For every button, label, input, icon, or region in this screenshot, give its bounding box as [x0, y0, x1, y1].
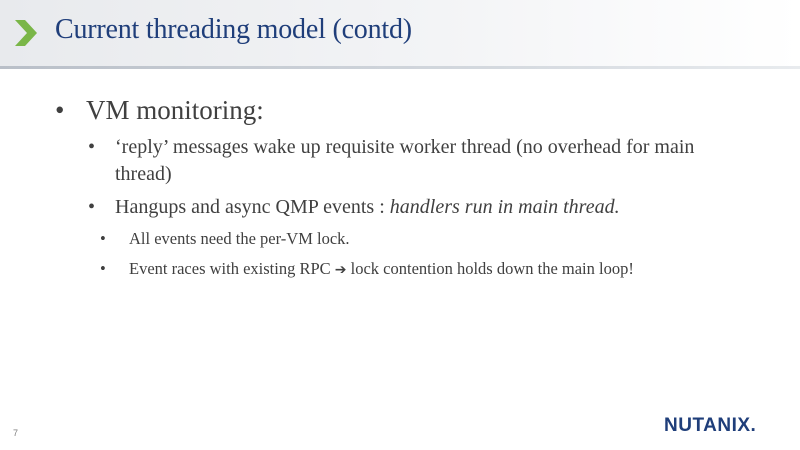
logo-wordmark: NUTANIX. [664, 415, 757, 436]
header-divider [0, 66, 800, 69]
sub-bullet-reply-line2: thread) [115, 163, 172, 185]
sub-bullet-hangups-emphasis: handlers run in main thread. [389, 196, 620, 218]
chevron-right-icon [13, 20, 37, 46]
nutanix-logo [664, 414, 780, 436]
event-races-text-continued: lock contention holds down the main loop! [346, 259, 634, 278]
bullet-dot: • [100, 229, 106, 248]
bullet-item-vm-monitoring: VM monitoring: [86, 95, 264, 125]
bullet-dot: • [88, 136, 96, 158]
slide-header [0, 0, 800, 68]
sub-sub-bullet-events-lock: All events need the per-VM lock. [129, 229, 350, 248]
event-races-text: Event races with existing RPC [129, 259, 335, 278]
sub-sub-bullet-event-races [129, 259, 634, 279]
page-number: 7 [13, 428, 19, 438]
bullet-dot: • [100, 259, 106, 278]
slide-title: Current threading model (contd) [55, 14, 412, 45]
bullet-dot: • [55, 95, 65, 125]
right-arrow-icon: ➔ [334, 262, 347, 278]
bullet-dot: • [88, 196, 96, 218]
sub-bullet-reply-messages [115, 136, 694, 159]
sub-bullet-reply-line1: ‘reply’ messages wake up requisite worker thread (no overhead for main [115, 136, 695, 158]
sub-bullet-hangups [115, 196, 620, 219]
sub-bullet-hangups-text: Hangups and async QMP events : [115, 196, 390, 218]
